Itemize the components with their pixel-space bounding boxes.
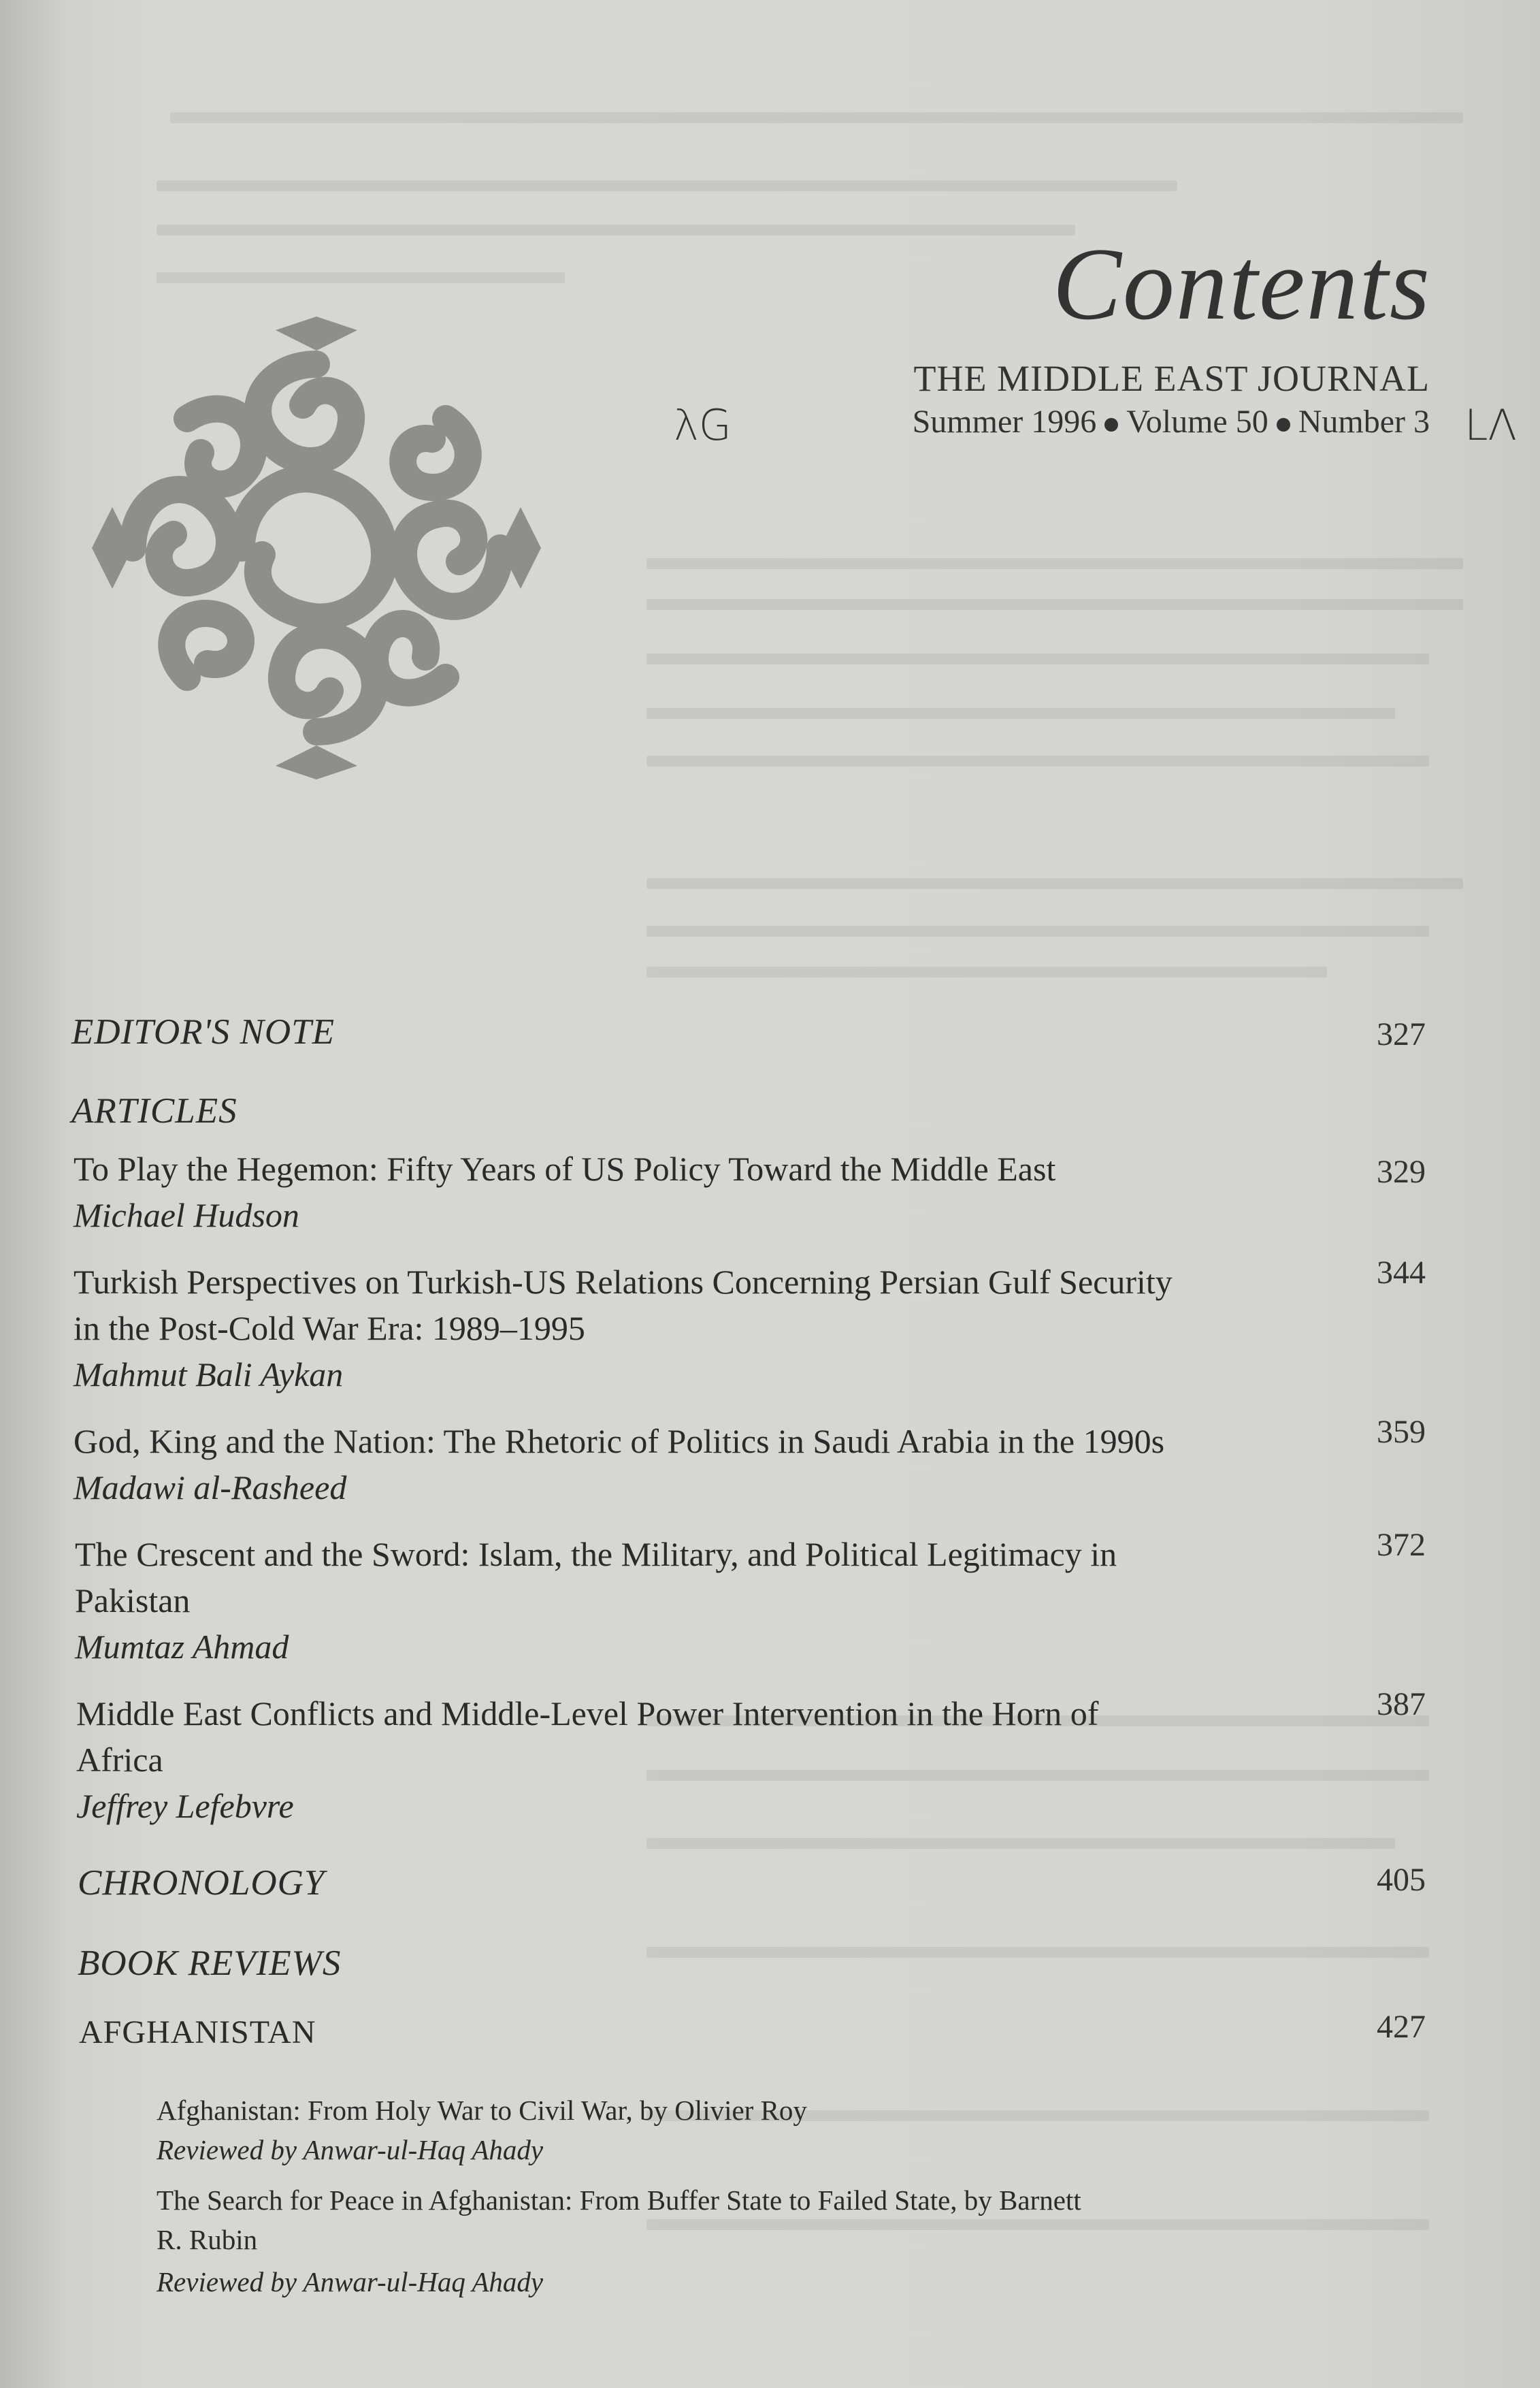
article-title: Turkish Perspectives on Turkish-US Relations Concerning Persian Gulf Security [73, 1263, 1173, 1301]
book-reviews-heading: BOOK REVIEWS [78, 1943, 342, 1983]
editors-note-heading: EDITOR'S NOTE [71, 1012, 335, 1052]
review-title: The Search for Peace in Afghanistan: From Buffer State to Failed State, by Barnett [157, 2184, 1081, 2216]
journal-name: THE MIDDLE EAST JOURNAL [913, 358, 1430, 399]
review-reviewer: Reviewed by Anwar-ul-Haq Ahady [157, 2266, 544, 2297]
article-title: Middle East Conflicts and Middle-Level Power Intervention in the Horn of [76, 1694, 1099, 1732]
article-author: Mahmut Bali Aykan [73, 1355, 344, 1393]
chronology-heading: CHRONOLOGY [78, 1863, 325, 1903]
handwritten-mark-left: λG [674, 400, 732, 450]
afghanistan-page: 427 [1377, 2009, 1426, 2045]
article-page: 359 [1377, 1414, 1426, 1450]
issue-season: Summer 1996 [912, 404, 1097, 440]
review-reviewer: Reviewed by Anwar-ul-Haq Ahady [157, 2134, 544, 2165]
articles-heading: ARTICLES [71, 1091, 237, 1131]
article-title: The Crescent and the Sword: Islam, the Military, and Political Legitimacy in [75, 1535, 1117, 1573]
article-author: Mumtaz Ahmad [75, 1628, 289, 1666]
review-title: Afghanistan: From Holy War to Civil War, by Olivier Roy [157, 2095, 807, 2126]
bullet-icon [1277, 418, 1290, 432]
handwritten-mark-right: LΛ [1464, 400, 1517, 450]
afghanistan-heading: AFGHANISTAN [79, 2014, 316, 2050]
article-page: 344 [1377, 1255, 1426, 1291]
issue-volume: Volume 50 [1126, 404, 1268, 440]
article-author: Jeffrey Lefebvre [76, 1787, 294, 1825]
article-page: 387 [1377, 1686, 1426, 1722]
review-title-continued: R. Rubin [157, 2224, 258, 2255]
article-author: Madawi al-Rasheed [73, 1468, 347, 1506]
arabesque-ornament-icon [65, 303, 568, 793]
article-title-continued: in the Post-Cold War Era: 1989–1995 [73, 1309, 585, 1347]
article-title: To Play the Hegemon: Fifty Years of US Policy Toward the Middle East [73, 1150, 1056, 1188]
article-page: 372 [1377, 1527, 1426, 1563]
chronology-page: 405 [1377, 1862, 1426, 1898]
issue-info [913, 403, 1430, 440]
article-title-continued: Pakistan [75, 1581, 191, 1619]
issue-number: Number 3 [1298, 404, 1430, 440]
page-title: Contents [1052, 227, 1431, 341]
bullet-icon [1104, 418, 1118, 432]
article-author: Michael Hudson [73, 1196, 299, 1234]
article-title-continued: Africa [76, 1741, 163, 1779]
article-page: 329 [1377, 1154, 1426, 1190]
article-title: God, King and the Nation: The Rhetoric of Politics in Saudi Arabia in the 1990s [73, 1422, 1165, 1460]
editors-note-page: 327 [1377, 1016, 1426, 1052]
